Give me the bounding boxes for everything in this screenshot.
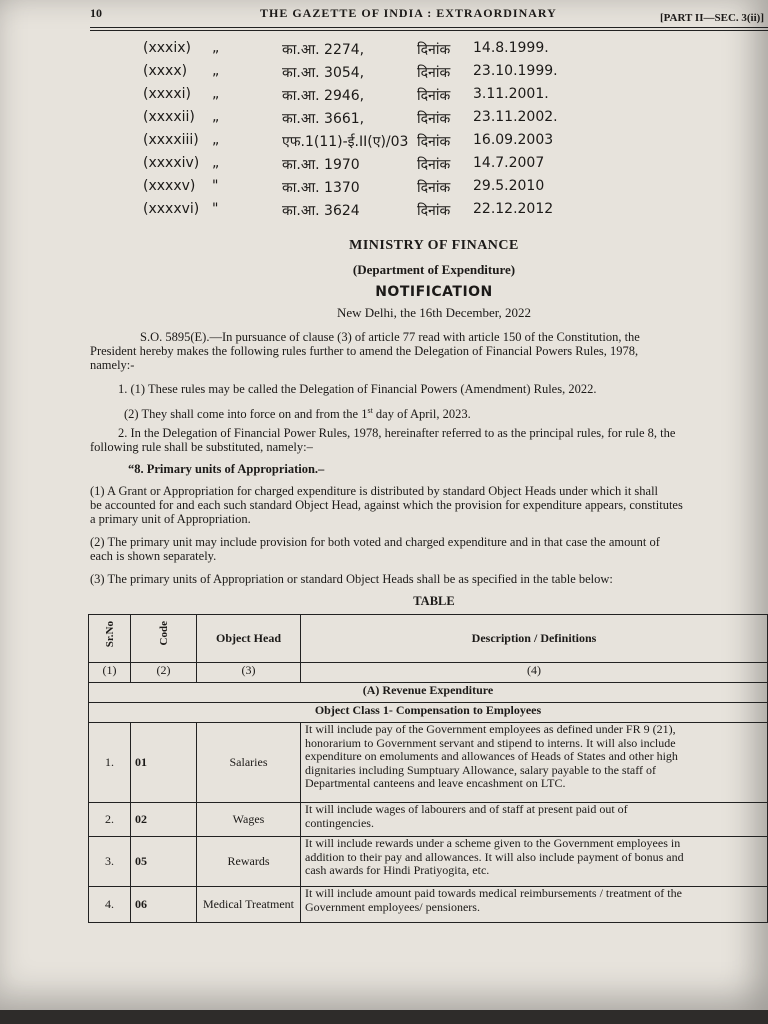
ditto-mark: " [212, 178, 219, 194]
date-label: दिनांक [417, 111, 451, 127]
table-header-row [89, 615, 768, 663]
row-description [301, 723, 768, 803]
table-colnum-row [89, 663, 768, 683]
rule-8-3: (3) The primary units of Appropriation or standard Object Heads shall be as specified in the table below: [90, 572, 613, 586]
header-rule [90, 27, 768, 28]
ministry-name: MINISTRY OF FINANCE [349, 238, 519, 253]
ditto-mark: " [212, 201, 219, 217]
object-class-label: Object Class 1- Compensation to Employees [89, 703, 768, 723]
rule-1-1: 1. (1) These rules may be called the Delegation of Financial Powers (Amendment) Rules, 2022. [118, 382, 597, 396]
so-line-2: President hereby makes the following rules further to amend the Delegation of Financial Powers Rules, 1978, [90, 344, 639, 358]
object-class-row [89, 703, 768, 723]
header-rule-double [90, 30, 768, 31]
row-code: 01 [131, 723, 197, 803]
row-srno: 3. [89, 837, 131, 887]
department-name: (Department of Expenditure) [352, 262, 516, 277]
table-row [89, 837, 768, 887]
description-line: It will include wages of labourers and of staff at present paid out of [305, 802, 628, 816]
amendment-reference: का.आ. 2274, [282, 42, 365, 58]
row-code: 02 [131, 803, 197, 837]
description-line: contingencies. [305, 815, 374, 830]
amendment-list [0, 40, 768, 224]
page-number: 10 [90, 6, 102, 20]
amendment-date: 3.11.2001. [473, 86, 549, 102]
rule-8-heading: “8. Primary units of Appropriation.– [128, 462, 325, 476]
table-title: TABLE [413, 594, 455, 608]
colnum-1: (1) [89, 663, 131, 683]
table-row [89, 803, 768, 837]
colnum-2: (2) [131, 663, 197, 683]
so-line-1: S.O. 5895(E).—In pursuance of clause (3) of article 77 read with article 150 of the Constitution, the [140, 330, 640, 344]
amendment-row [0, 40, 768, 63]
rule-8-1-line-3: a primary unit of Appropriation. [90, 512, 251, 526]
amendment-row [0, 109, 768, 132]
row-srno: 2. [89, 803, 131, 837]
date-label: दिनांक [417, 42, 451, 58]
gazette-title: THE GAZETTE OF INDIA : EXTRAORDINARY [260, 6, 557, 20]
amendment-number: (xxxxiv) [143, 155, 200, 171]
amendment-date: 23.10.1999. [473, 63, 558, 79]
description-line: It will include rewards under a scheme given to the Government employees in [305, 836, 681, 850]
rule-2-line-1: 2. In the Delegation of Financial Power Rules, 1978, hereinafter referred to as the principal rules, for rule 8, the [118, 426, 676, 440]
row-object-head: Wages [197, 803, 301, 837]
amendment-reference: का.आ. 1370 [282, 180, 360, 196]
description-line: cash awards for Hindi Pratiyogita, etc. [305, 863, 490, 877]
amendment-reference: का.आ. 1970 [282, 157, 360, 173]
description-line: Departmental canteens and leave encashment on LTC. [305, 776, 566, 790]
row-object-head: Medical Treatment [197, 887, 301, 923]
amendment-number: (xxxxvi) [143, 201, 200, 217]
description-line: honorarium to Government servant and stipend to interns. It will also include [305, 735, 676, 750]
amendment-number: (xxxx) [143, 63, 188, 79]
object-head-table [88, 614, 768, 923]
rule-1-2: (2) They shall come into force on and from the 1st day of April, 2023. [124, 406, 471, 422]
section-label: (A) Revenue Expenditure [89, 683, 768, 703]
description-line: addition to their pay and allowances. It will also include payment of bonus and [305, 849, 684, 864]
row-description [301, 887, 768, 923]
amendment-number: (xxxxiii) [143, 132, 199, 148]
amendment-row [0, 63, 768, 86]
amendment-date: 29.5.2010 [473, 178, 545, 194]
description-line: Government employees/ pensioners. [305, 899, 480, 914]
description-line: expenditure on emoluments and allowances of Heads of States and other high [305, 749, 678, 763]
rule-8-2-line-2: each is shown separately. [90, 549, 217, 563]
ditto-mark: „ [212, 86, 220, 102]
row-description [301, 837, 768, 887]
ditto-mark: „ [212, 109, 220, 125]
amendment-number: (xxxxv) [143, 178, 196, 194]
description-line: It will include pay of the Government employees as defined under FR 9 (21), [305, 722, 676, 736]
amendment-number: (xxxxi) [143, 86, 191, 102]
rule-8-2-line-1: (2) The primary unit may include provision for both voted and charged expenditure and in that case the amount of [90, 535, 660, 549]
amendment-date: 14.8.1999. [473, 40, 549, 56]
ditto-mark: „ [212, 155, 220, 171]
row-object-head: Salaries [197, 723, 301, 803]
amendment-row [0, 155, 768, 178]
ditto-mark: „ [212, 63, 220, 79]
amendment-date: 16.09.2003 [473, 132, 554, 148]
amendment-date: 22.12.2012 [473, 201, 554, 217]
date-label: दिनांक [417, 65, 451, 81]
gazette-header [90, 6, 768, 32]
header-description: Description / Definitions [301, 615, 768, 663]
date-label: दिनांक [417, 88, 451, 104]
amendment-reference: का.आ. 2946, [282, 88, 365, 104]
notification-dateline: New Delhi, the 16th December, 2022 [336, 305, 532, 320]
date-label: दिनांक [417, 134, 451, 150]
rule-8-1-line-1: (1) A Grant or Appropriation for charged expenditure is distributed by standard Object Heads under which it shall [90, 484, 659, 498]
amendment-date: 23.11.2002. [473, 109, 558, 125]
table-row [89, 723, 768, 803]
colnum-4: (4) [301, 663, 768, 683]
part-section: [PART II—SEC. 3(ii)] [659, 12, 764, 24]
amendment-row [0, 178, 768, 201]
colnum-3: (3) [197, 663, 301, 683]
rule-8-1-line-2: be accounted for and each such standard Object Head, against which the provision for expenditure appears, constitutes [90, 498, 683, 512]
amendment-number: (xxxix) [143, 40, 191, 56]
amendment-reference: एफ.1(11)-ई.II(ए)/03 [282, 134, 409, 150]
amendment-reference: का.आ. 3624 [282, 203, 360, 219]
date-label: दिनांक [417, 157, 451, 173]
table-row [89, 887, 768, 923]
so-line-3: namely:- [90, 358, 135, 372]
ditto-mark: „ [212, 132, 220, 148]
ditto-mark: „ [212, 40, 220, 56]
notification-heading: NOTIFICATION [375, 284, 493, 300]
row-code: 06 [131, 887, 197, 923]
amendment-reference: का.आ. 3661, [282, 111, 365, 127]
amendment-row [0, 86, 768, 109]
amendment-reference: का.आ. 3054, [282, 65, 365, 81]
row-srno: 1. [89, 723, 131, 803]
amendment-number: (xxxxii) [143, 109, 195, 125]
section-row [89, 683, 768, 703]
header-srno: Sr.No [89, 615, 131, 663]
description-line: dignitaries including Sumptuary Allowance, salary payable to the staff of [305, 762, 657, 777]
amendment-row [0, 201, 768, 224]
amendment-date: 14.7.2007 [473, 155, 545, 171]
date-label: दिनांक [417, 203, 451, 219]
row-srno: 4. [89, 887, 131, 923]
header-object-head: Object Head [197, 615, 301, 663]
description-line: It will include amount paid towards medical reimbursements / treatment of the [305, 886, 682, 900]
row-code: 05 [131, 837, 197, 887]
row-object-head: Rewards [197, 837, 301, 887]
rule-2-line-2: following rule shall be substituted, namely:– [90, 440, 313, 454]
date-label: दिनांक [417, 180, 451, 196]
header-code: Code [131, 615, 197, 663]
amendment-row [0, 132, 768, 155]
row-description [301, 803, 768, 837]
